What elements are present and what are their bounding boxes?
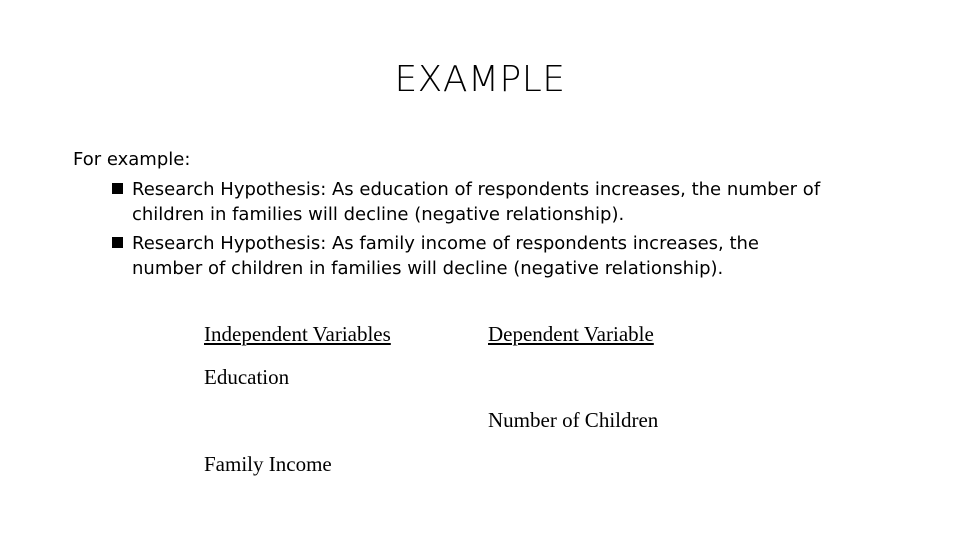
hypothesis-line: number of children in families will decline (negative relationship). — [132, 258, 724, 279]
hypothesis-item — [112, 231, 912, 281]
slide-title: EXAMPLE — [394, 59, 566, 100]
dependent-variable-header: Dependent Variable — [488, 322, 654, 346]
intro-text: For example: — [73, 149, 191, 170]
dependent-variable-number-of-children: Number of Children — [488, 408, 659, 432]
hypothesis-list — [112, 177, 912, 285]
independent-variable-education: Education — [204, 365, 290, 389]
hypothesis-item — [112, 177, 912, 227]
hypothesis-line: Research Hypothesis: As family income of respondents increases, the — [132, 233, 760, 254]
square-bullet-icon — [112, 237, 123, 248]
independent-variables-header: Independent Variables — [204, 322, 391, 346]
hypothesis-line: Research Hypothesis: As education of respondents increases, the number of — [132, 179, 821, 200]
hypothesis-line: children in families will decline (negative relationship). — [132, 204, 625, 225]
square-bullet-icon — [112, 183, 123, 194]
independent-variable-family-income: Family Income — [204, 452, 332, 476]
